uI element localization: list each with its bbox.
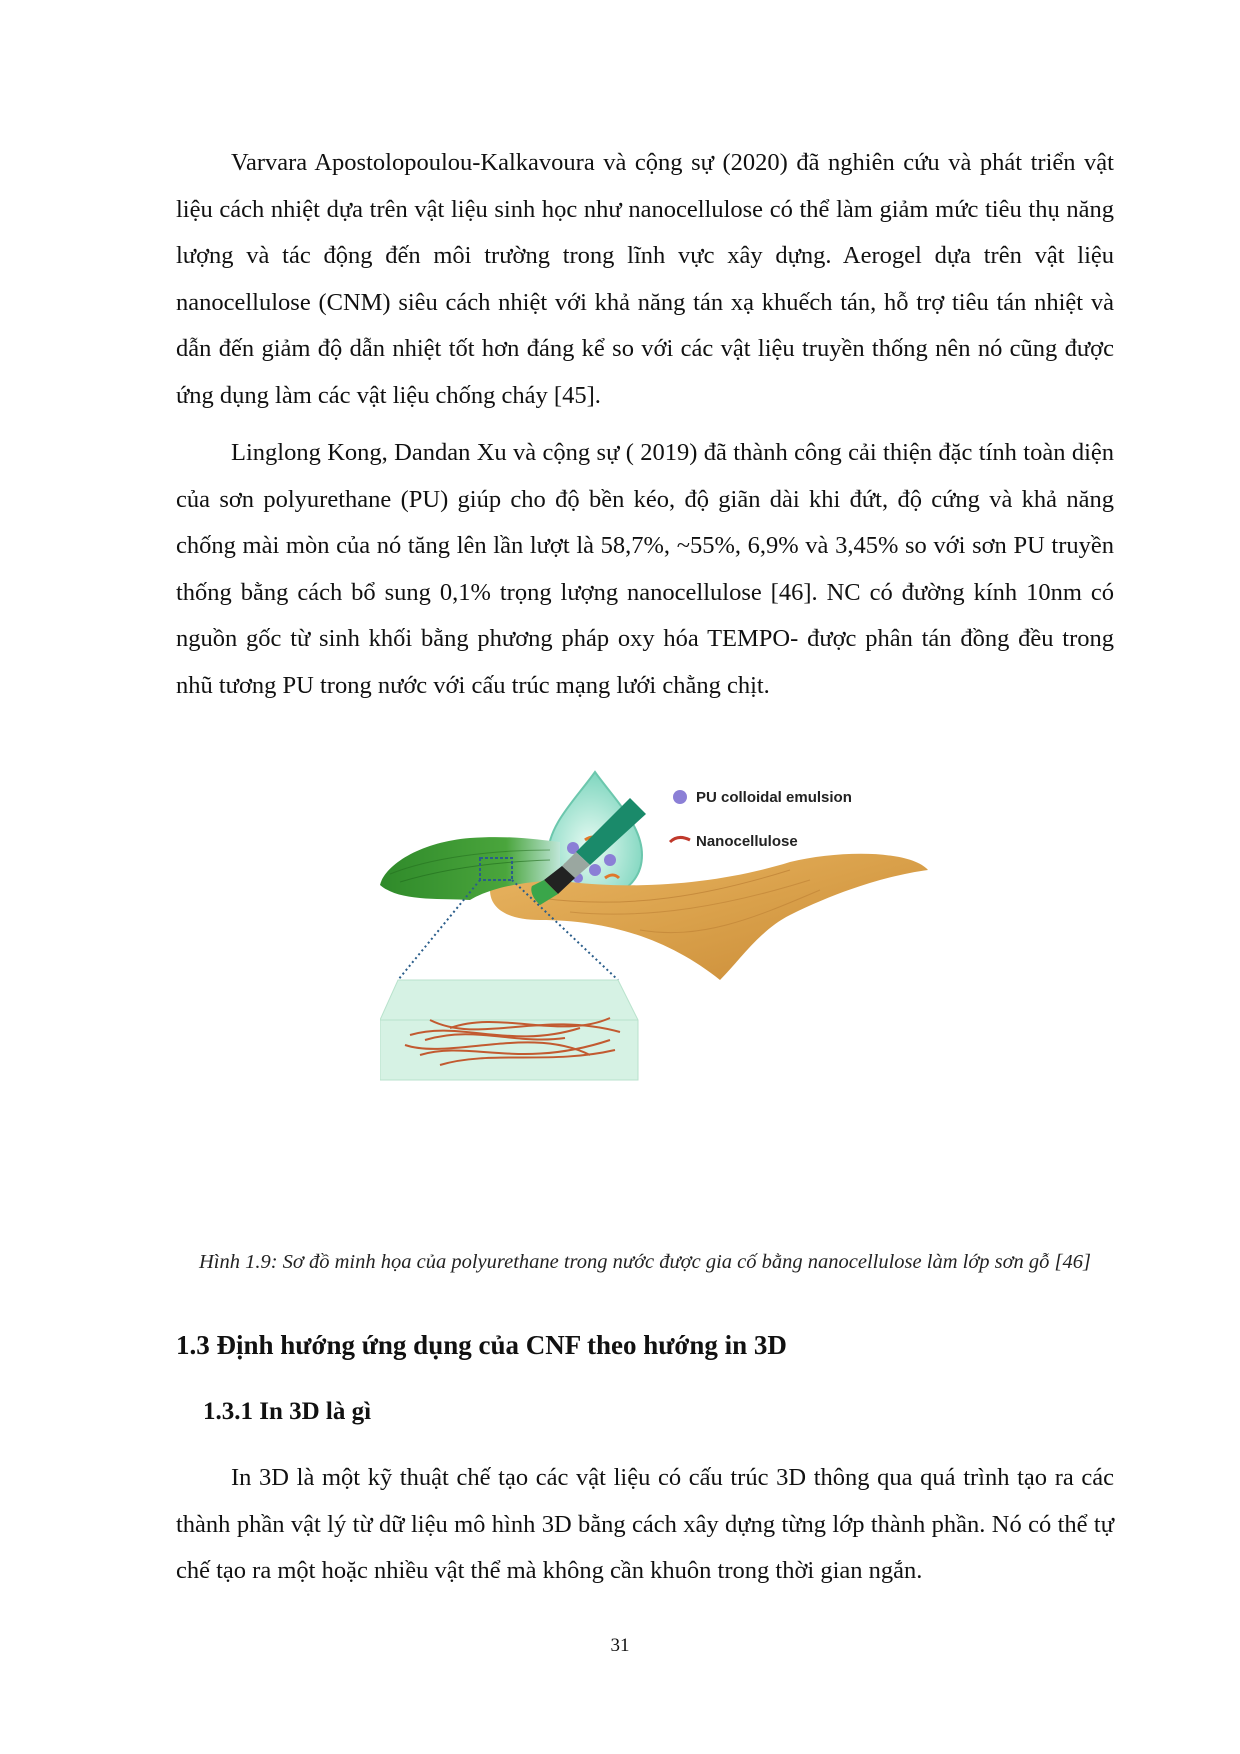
- paragraph-kong: Linglong Kong, Dandan Xu và cộng sự ( 2019) đã thành công cải thiện đặc tính toàn diện của sơn polyurethane (PU) giúp cho độ bền kéo, độ giãn dài khi đứt, độ cứng và khả năng chống mài mòn của nó tăng lên lần lượt là 58,7%, ~55%, 6,9% và 3,45% so với sơn PU truyền thống bằng cách bổ sung 0,1% trọng lượng nanocellulose [46]. NC có đường kính 10nm có nguồn gốc từ sinh khối bằng phương pháp oxy hóa TEMPO- được phân tán đồng đều trong nhũ tương PU trong nước với cấu trúc mạng lưới chằng chịt.: [176, 439, 1114, 699]
- nano-legend-marker: [670, 837, 690, 842]
- subsection-heading: 1.3.1 In 3D là gì: [203, 1398, 372, 1425]
- page-number: 31: [610, 1635, 630, 1656]
- pu-legend-label: PU colloidal emulsion: [696, 789, 852, 806]
- figure-caption: Hình 1.9: Sơ đồ minh họa của polyurethane trong nước được gia cố bằng nanocellulose làm lớp sơn gỗ [46]: [198, 1251, 1092, 1273]
- section-heading: 1.3 Định hướng ứng dụng của CNF theo hướng in 3D: [176, 1330, 787, 1360]
- pu-legend-marker: [673, 790, 687, 804]
- nano-legend-label: Nanocellulose: [696, 833, 798, 850]
- zoomed-network-box: [380, 980, 638, 1080]
- paragraph-apostolopoulou: Varvara Apostolopoulou-Kalkavoura và cộng sự (2020) đã nghiên cứu và phát triển vật liệu cách nhiệt dựa trên vật liệu sinh học như nanocellulose có thể làm giảm mức tiêu thụ năng lượng và tác động đến môi trường trong lĩnh vực xây dựng. Aerogel dựa trên vật liệu nanocellulose (CNM) siêu cách nhiệt với khả năng tán xạ khuếch tán, hỗ trợ tiêu tán nhiệt và dẫn đến giảm độ dẫn nhiệt tốt hơn đáng kể so với các vật liệu truyền thống nên nó cũng được ứng dụng làm các vật liệu chống cháy [45].: [176, 149, 1114, 409]
- paragraph-3d-printing: In 3D là một kỹ thuật chế tạo các vật liệu có cấu trúc 3D thông qua quá trình tạo ra các thành phần vật lý từ dữ liệu mô hình 3D bằng cách xây dựng từng lớp thành phần. Nó có thể tự chế tạo ra một hoặc nhiều vật thể mà không cần khuôn trong thời gian ngắn.: [176, 1464, 1114, 1584]
- figure-pu-nanocellulose-coating: [380, 770, 960, 1220]
- coating-illustration: [380, 770, 960, 1220]
- legend: [670, 789, 852, 850]
